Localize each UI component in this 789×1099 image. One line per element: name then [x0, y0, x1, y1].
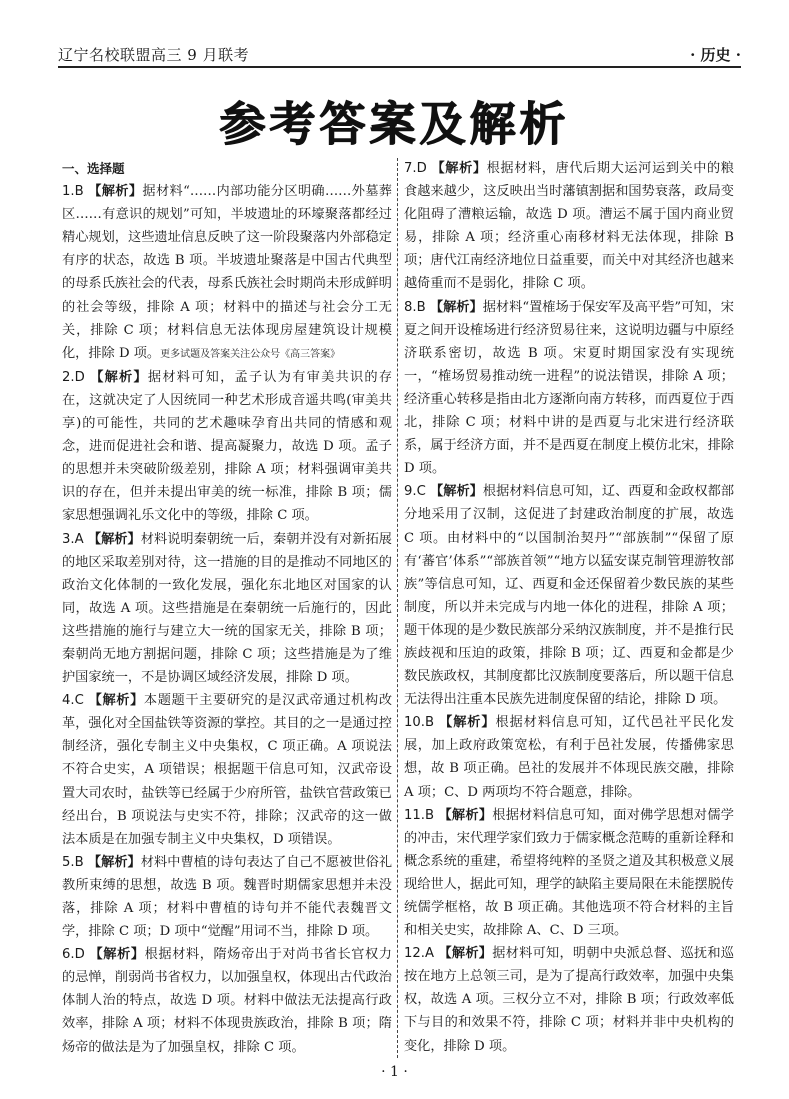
- item-text: 材料中曹植的诗句表达了自己不愿被世俗礼教所束缚的思想，故选 B 项。魏晋时期儒家思想并未没落，排除 A 项；材料中曹植的诗句并不能代表魏晋文学，排除 C 项；D 项中“觉醒”用词不当，排除 D 项。: [62, 854, 393, 940]
- item-text: 根据材料信息可知，辽、西夏和金政权都部分地采用了汉制，这促进了封建政治制度的扩展，故选 C 项。由材料中的“以国制治契丹”“部族制”“保留了原有‘蕃官’体系”“部族首领”“地方以猛安谋克制管理游牧部族”等信息可知，辽、西夏和金还保留着少数民族的某些制度，所以并未完成与内地一体化的进程，排除 A 项；题干体现的是少数民族部分采纳汉族制度，并不是推行民族歧视和压迫的政策，排除 B 项；辽、西夏和金都是少数民族政权，其制度都比汉族制度要落后，所以题干信息无法得出注重本民族先进制度保留的结论，排除 D 项。: [404, 484, 735, 708]
- promo-note: 更多试题及答案关注公众号《高三答案》: [160, 348, 341, 360]
- answer-item-10: [404, 711, 734, 803]
- item-number: 1.B: [62, 184, 84, 200]
- item-text: 根据材料，隋炀帝出于对尚书省长官权力的忌惮，削弱尚书省权力，以加强皇权，体现出古代政治体制人治的特点，故选 D 项。材料中做法无法提高行政效率，排除 A 项；材料不体现贵族政治，排除 B 项；隋炀帝的做法是为了加强皇权，排除 C 项。: [62, 947, 392, 1055]
- item-text: 根据材料，唐代后期大运河运到关中的粮食越来越少，这反映出当时藩镇割据和国势衰落，政局变化阻碍了漕粮运输，故选 D 项。漕运不属于国内商业贸易，排除 A 项；经济重心南移材料无法体现，排除 B 项；唐代江南经济地位日益重要，而关中对其经济也越来越倚重而不是弱化，排除 C 项。: [404, 161, 734, 292]
- item-number: 8.B: [404, 299, 426, 315]
- item-number: 6.D: [62, 947, 85, 963]
- page-header: [58, 40, 741, 68]
- right-column: [404, 157, 734, 1058]
- item-text: 材料说明秦朝统一后，秦朝并没有对新拓展的地区采取差别对待，这一措施的目的是推动不同地区的政治文化体制的一致化发展，强化东北地区对国家的认同，故选 A 项。这些措施是在秦朝统一后施行的，因此这些措施的施行与建立大一统的国家无关，排除 B 项；秦朝尚无地方割据问题，排除 C 项；这些措施是为了维护国家统一，不是协调区域经济发展，排除 D 项。: [62, 531, 392, 686]
- analysis-tag: 【解析】: [430, 484, 483, 500]
- answer-item-9: [404, 480, 734, 711]
- analysis-tag: 【解析】: [429, 299, 483, 315]
- item-text: 据材料“置榷场于保安军及高平砦”可知，宋夏之间开设榷场进行经济贸易往来，这说明边疆与中原经济联系密切，故选 B 项。宋夏时期国家没有实现统一，“榷场贸易推动统一进程”的说法错误，排除 A 项；经济重心转移是指由北方逐渐向南方转移，而西夏位于西北，排除 C 项；材料中讲的是西夏与北宋进行经济联系，属于经济方面，并不是西夏在制度上模仿北宋，排除 D 项。: [404, 299, 734, 477]
- item-number: 2.D: [62, 369, 85, 385]
- analysis-tag: 【解析】: [438, 807, 493, 823]
- column-divider: [397, 158, 398, 1058]
- subject-label: · 历史 ·: [690, 46, 741, 64]
- answer-item-6: [62, 943, 392, 1058]
- item-text: 据材料“……内部功能分区明确……外墓葬区……有意识的规划”可知，半坡遗址的环壕聚落都经过精心规划，这些遗址信息反映了这一阶段聚落内外部稳定有序的状态，故选 B 项。半坡遗址聚落是中国古代典型的母系氏族社会的代表，母系氏族社会时期尚未形成鲜明的社会等级，排除 A 项；材料中的描述与社会分工无关，排除 C 项；材料信息无法体现房屋建筑设计规模化，排除 D 项。: [62, 184, 392, 361]
- item-number: 12.A: [404, 946, 434, 962]
- answer-item-4: [62, 689, 392, 851]
- section-heading: 一、选择题: [62, 161, 125, 176]
- analysis-tag: 【解析】: [438, 946, 493, 962]
- item-number: 10.B: [404, 715, 435, 731]
- item-number: 5.B: [62, 854, 84, 870]
- item-text: 据材料可知，明朝中央派总督、巡抚和巡按在地方上总领三司，是为了提高行政效率，加强中央集权，故选 A 项。三权分立不对，排除 B 项；行政效率低下与目的和效果不符，排除 C 项；材料并非中央机构的变化，排除 D 项。: [404, 946, 734, 1054]
- item-number: 3.A: [62, 531, 84, 547]
- item-number: 11.B: [404, 807, 435, 823]
- analysis-tag: 【解析】: [88, 184, 143, 200]
- analysis-tag: 【解析】: [431, 161, 487, 176]
- answer-item-2: [62, 366, 392, 528]
- answer-item-7: [404, 157, 734, 296]
- item-number: 7.D: [404, 161, 427, 176]
- item-text: 据材料可知，孟子认为有审美共识的存在，这就决定了人因统同一种艺术形成音遥共鸣(审美共享)的可能性，共同的艺术趣味孕育出共同的情感和观念，进而促进社会和谐、提高凝聚力，故选 D 项。孟子的思想并未突破阶级差别，排除 A 项；材料强调审美共识的存在，但并未提出审美的统一标准，排除 B 项；儒家思想强调礼乐文化中的等级，排除 C 项。: [62, 369, 393, 524]
- answer-item-11: [404, 804, 734, 943]
- item-number: 9.C: [404, 484, 426, 500]
- item-text: 本题题干主要研究的是汉武帝通过机构改革，强化对全国盐铁等资源的掌控。其目的之一是通过控制经济，强化专制主义中央集权，C 项正确。A 项说法不符合史实，A 项错误；根据题干信息可知，汉武帝设置大司农时，盐铁等已经属于少府所管，盐铁官营政策已经出台，B 项说法与史实不符，排除；汉武帝的这一做法本质是在加强专制主义中央集权，D 项错误。: [62, 693, 393, 847]
- answer-item-8: [404, 296, 734, 481]
- item-number: 4.C: [62, 693, 84, 709]
- answer-item-3: [62, 528, 392, 690]
- page-number: · 1 ·: [381, 1064, 408, 1080]
- analysis-tag: 【解析】: [88, 693, 144, 709]
- answer-item-12: [404, 942, 734, 1057]
- analysis-tag: 【解析】: [87, 854, 141, 870]
- analysis-tag: 【解析】: [89, 947, 145, 963]
- exam-title: 辽宁名校联盟高三 9 月联考: [58, 46, 250, 64]
- page-title: 参考答案及解析: [219, 97, 570, 151]
- answer-item-5: [62, 851, 392, 943]
- item-text: 根据材料信息可知，面对佛学思想对儒学的冲击，宋代理学家们致力于儒家概念范畴的重新诠释和概念系统的重建，希望将纯粹的圣贤之道及其积极意义展现给世人，据此可知，理学的缺陷主要局限在未能摆脱传统儒学框格，故 B 项正确。其他选项不符合材料的主旨和相关史实，故排除 A、C、D 三项。: [404, 807, 734, 939]
- analysis-tag: 【解析】: [439, 715, 496, 731]
- analysis-tag: 【解析】: [87, 531, 141, 547]
- item-text: 根据材料信息可知，辽代邑社平民化发展，加上政府政策宽松，有利于邑社发展，传播佛家思想，故 B 项正确。邑社的发展并不体现民族交融，排除 A 项；C、D 两项均不符合题意，排除。: [404, 715, 734, 800]
- answer-item-1: [62, 180, 392, 366]
- analysis-tag: 【解析】: [90, 369, 148, 385]
- left-column: [62, 157, 392, 1059]
